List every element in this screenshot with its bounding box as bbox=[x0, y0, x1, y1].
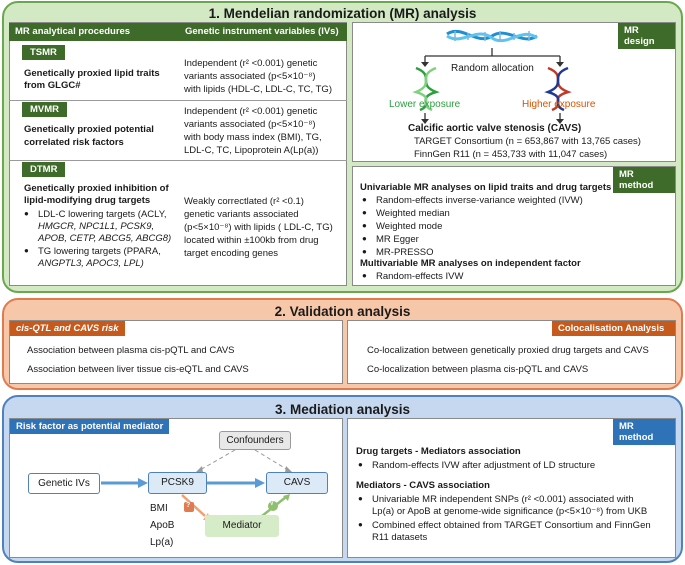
dtmr-tg-targets-line-1: ● TG lowering targets (PPARA, bbox=[24, 246, 161, 258]
cis-pqtl-line: Association between plasma cis-pQTL and CAVS bbox=[27, 345, 235, 356]
mediators-cavs-item-1-line-2: Lp(a) or ApoB at genome-wide significance (p<5×10⁻⁸) from UKB bbox=[372, 506, 648, 517]
cis-eqtl-line: Association between liver tissue cis-eQTL and CAVS bbox=[27, 364, 249, 375]
method-item: ● MR Egger bbox=[362, 234, 419, 246]
mediators-cavs-item-2-line-1: ● Combined effect obtained from TARGET Consortium and FinnGen bbox=[358, 520, 651, 532]
method-item: ● Random-effects inverse-variance weighted (IVW) bbox=[362, 195, 583, 207]
mvmr-iv-line-2: variants associated (p<5×10⁻⁸) bbox=[184, 119, 316, 130]
method-item: ● MR-PRESSO bbox=[362, 247, 434, 259]
mvmr-iv-line-3: with body mass index (BMI), TG, bbox=[184, 132, 322, 143]
dtmr-iv-line-3: (p<5×10⁻⁸) with lipids ( LDL-C, TG) bbox=[184, 222, 333, 233]
section-2-title: 2. Validation analysis bbox=[274, 304, 411, 319]
cavs-box: CAVS bbox=[266, 472, 328, 494]
dtmr-ldl-targets-line-3: APOB, CETP, ABCG5, ABCG8) bbox=[38, 233, 172, 244]
mr-method-tag: MR method bbox=[613, 167, 675, 193]
mvmr-heading-line-1: Genetically proxied potential bbox=[24, 124, 154, 135]
mvmr-iv-line-4: LDL-C, TC, Lipoprotein A(Lp(a)) bbox=[184, 145, 319, 156]
multivariable-heading: Multivariable MR analyses on independent factor bbox=[360, 258, 581, 269]
method-item: ● Weighted median bbox=[362, 208, 450, 220]
outcome-label: Calcific aortic valve stenosis (CAVS) bbox=[408, 123, 582, 134]
coloc-pqtl-line: Co-localization between plasma cis-pQTL and CAVS bbox=[367, 364, 589, 375]
method-item: ● Weighted mode bbox=[362, 221, 442, 233]
multivariable-item: ● Random-effects IVW bbox=[362, 271, 463, 283]
dtmr-heading-line-2: lipid-modifying drug targets bbox=[24, 195, 151, 206]
mr-design-tag: MR design bbox=[618, 23, 675, 49]
cis-qtl-tag: cis-QTL and CAVS risk bbox=[10, 321, 125, 336]
mediator-tag: Risk factor as potential mediator bbox=[10, 419, 169, 434]
mediation-method-tag: MR method bbox=[613, 419, 675, 445]
dtmr-heading-line-1: Genetically proxied inhibition of bbox=[24, 183, 169, 194]
genetic-ivs-box: Genetic IVs bbox=[28, 473, 100, 494]
higher-exposure-label: Higher exposure bbox=[522, 99, 596, 110]
tsmr-iv-line-1: Independent (r² <0.001) genetic bbox=[184, 58, 318, 69]
tsmr-iv-line-3: with lipids (HDL-C, LDL-C, TC, TG) bbox=[184, 84, 332, 95]
dtmr-ldl-targets-line-1: ● LDL-C lowering targets (ACLY, bbox=[24, 209, 166, 221]
drug-targets-mediators-item: ● Random-effects IVW after adjustment of LD structure bbox=[358, 460, 595, 472]
col-ivs-header: Genetic instrument variables (IVs) bbox=[179, 23, 347, 41]
finngen-label: FinnGen R11 (n = 453,733 with 11,047 cases) bbox=[414, 149, 608, 160]
mediator-lpa: Lp(a) bbox=[150, 537, 174, 548]
univariable-heading: Univariable MR analyses on lipid traits and drug targets bbox=[360, 182, 612, 193]
mediator-apob: ApoB bbox=[150, 520, 175, 531]
dtmr-tag: DTMR bbox=[22, 162, 65, 177]
random-allocation-label: Random allocation bbox=[451, 63, 534, 74]
mediators-cavs-heading: Mediators - CAVS association bbox=[356, 480, 490, 491]
section-1-title: 1. Mendelian randomization (MR) analysis bbox=[208, 6, 477, 21]
tsmr-iv-line-2: variants associated (p<5×10⁻⁸) bbox=[184, 71, 316, 82]
mediator-box: Mediator bbox=[205, 515, 279, 537]
mvmr-iv-line-1: Independent (r² <0.001) genetic bbox=[184, 106, 318, 117]
dtmr-iv-line-4: located within ±100kb from drug bbox=[184, 235, 319, 246]
section-3-title: 3. Mediation analysis bbox=[274, 402, 411, 417]
check-icon: √ bbox=[270, 500, 274, 507]
lower-exposure-label: Lower exposure bbox=[389, 99, 461, 110]
mvmr-tag: MVMR bbox=[22, 102, 67, 117]
target-consortium-label: TARGET Consortium (n = 653,867 with 13,765 cases) bbox=[414, 136, 641, 147]
drug-targets-mediators-heading: Drug targets - Mediators association bbox=[356, 446, 521, 457]
mediators-cavs-item-1-line-1: ● Univariable MR independent SNPs (r² <0.001) associated with bbox=[358, 494, 634, 506]
mediator-bmi: BMI bbox=[150, 503, 168, 514]
col-procedures-header: MR analytical procedures bbox=[9, 23, 179, 41]
dtmr-iv-line-5: target encoding genes bbox=[184, 248, 279, 259]
dtmr-iv-line-2: genetic variants associated bbox=[184, 209, 299, 220]
coloc-drug-targets-line: Co-localization between genetically proxied drug targets and CAVS bbox=[367, 345, 649, 356]
dtmr-tg-targets-line-2: ANGPTL3, APOC3, LPL) bbox=[38, 258, 144, 269]
dtmr-ldl-targets-line-2: HMGCR, NPC1L1, PCSK9, bbox=[38, 221, 155, 232]
colocalisation-tag: Colocalisation Analysis bbox=[552, 321, 675, 336]
tsmr-heading: Genetically proxied lipid traits from GLGC# bbox=[24, 68, 160, 91]
pcsk9-box: PCSK9 bbox=[148, 472, 207, 494]
mvmr-heading-line-2: correlated risk factors bbox=[24, 137, 124, 148]
dtmr-iv-line-1: Weakly correctlated (r² <0.1) bbox=[184, 196, 304, 207]
mediators-cavs-item-2-line-2: R11 datasets bbox=[372, 532, 428, 543]
confounders-box: Confounders bbox=[219, 431, 291, 450]
question-mark-icon: ? bbox=[186, 502, 191, 509]
tsmr-tag: TSMR bbox=[22, 45, 65, 60]
